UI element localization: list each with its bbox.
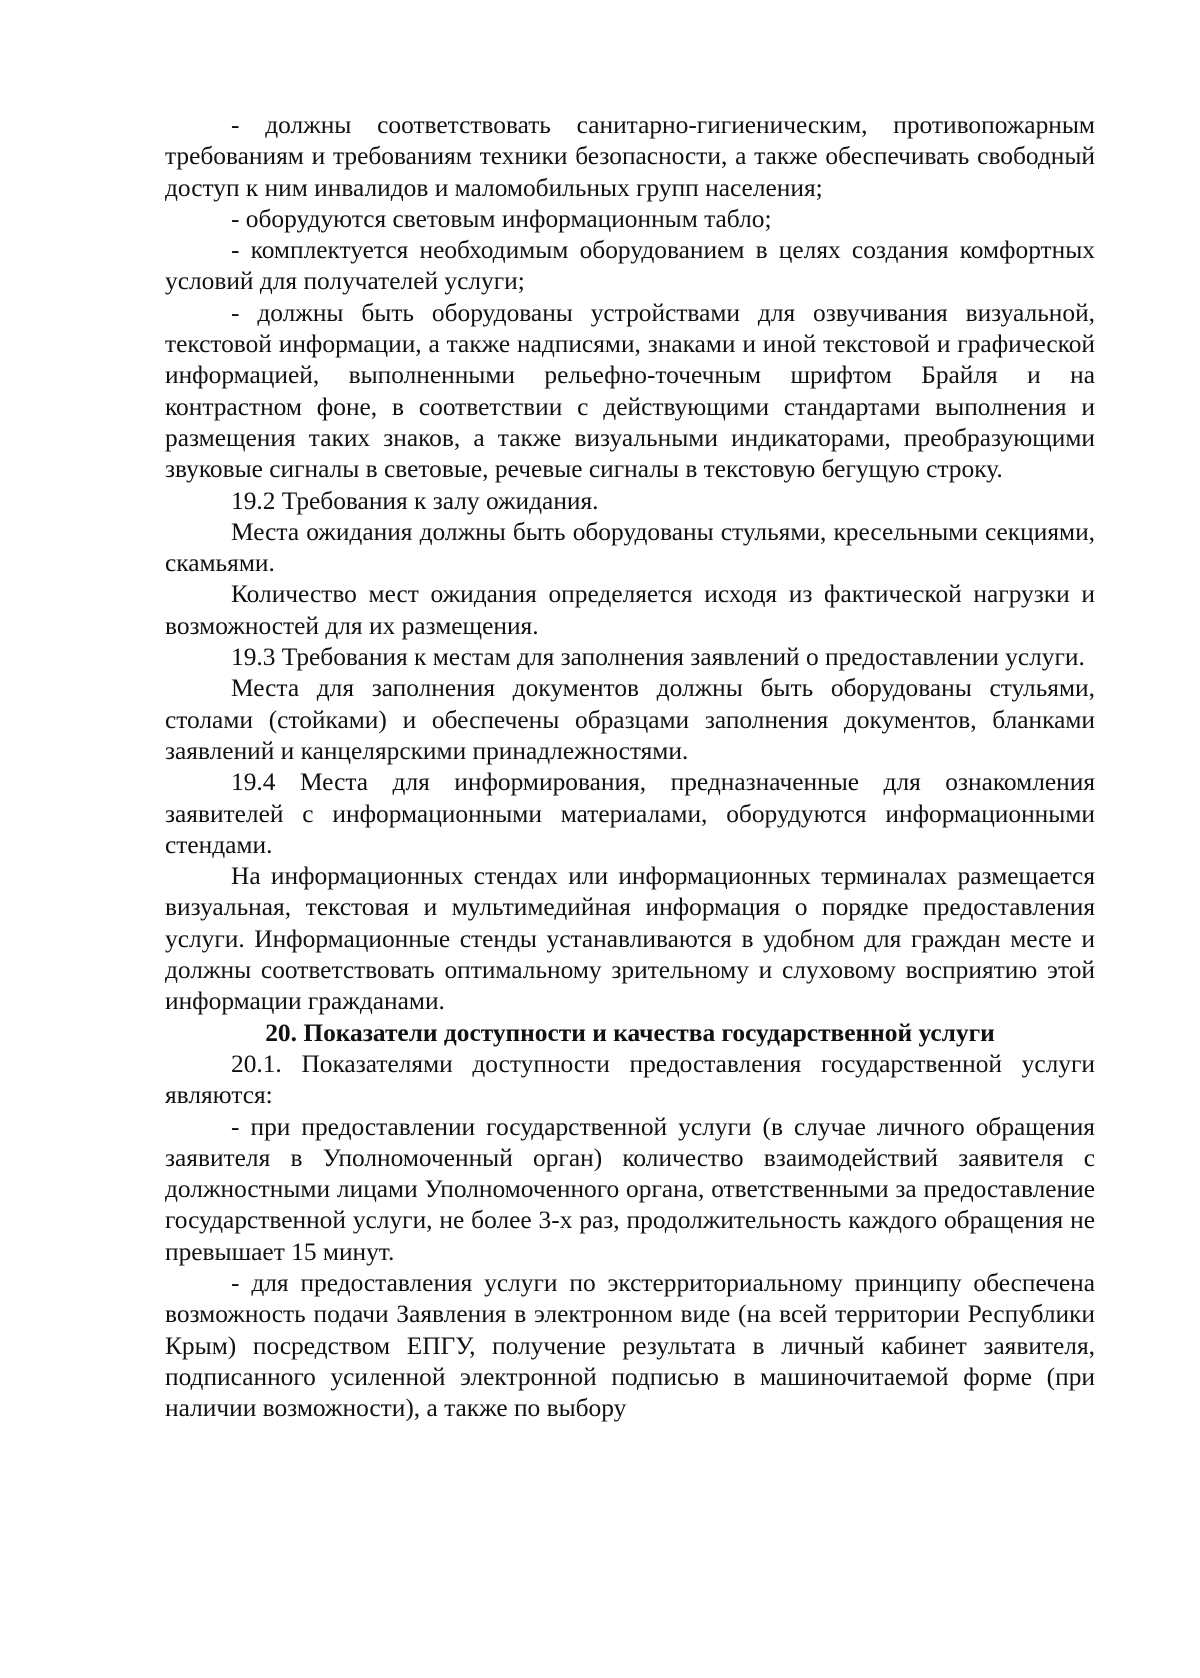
paragraph-waiting-count: Количество мест ожидания определяется исходя из фактической нагрузки и возможностей для их размещения.	[165, 580, 1095, 640]
paragraph-equipment: - комплектуется необходимым оборудованием в целях создания комфортных условий для получателей услуги;	[165, 236, 1095, 296]
paragraph-personal-visits: - при предоставлении государственной услуги (в случае личного обращения заявителя в Уполномоченный орган) количество взаимодействий заявителя с должностными лицами Уполномоченного органа, ответственными за предоставление государственной услуги, не более 3-х раз, продолжительность каждого обращения не превышает 15 минут.	[165, 1112, 1095, 1266]
section-heading-20: 20. Показатели доступности и качества государственной услуги	[265, 1018, 995, 1047]
paragraph-form-filling-places: Места для заполнения документов должны быть оборудованы стульями, столами (стойками) и обеспечены образцами заполнения документов, бланками заявлений и канцелярскими принадлежностями.	[165, 674, 1095, 765]
paragraph-sanitary-requirements: - должны соответствовать санитарно-гигиеническим, противопожарным требованиям и требованиям техники безопасности, а также обеспечивать свободный доступ к ним инвалидов и маломобильных групп населения;	[165, 111, 1095, 202]
paragraph-accessibility-devices: - должны быть оборудованы устройствами для озвучивания визуальной, текстовой информации, а также надписями, знаками и иной текстовой и графической информацией, выполненными рельефно-точечным шрифтом Брайля и на контрастном фоне, в соответствии с действующими стандартами выполнения и размещения таких знаков, а также визуальными индикаторами, преобразующими звуковые сигналы в световые, речевые сигналы в текстовую бегущую строку.	[165, 298, 1095, 484]
paragraph-19-3-title: 19.3 Требования к местам для заполнения заявлений о предоставлении услуги.	[231, 643, 1085, 672]
paragraph-info-stands: На информационных стендах или информационных терминалах размещается визуальная, текстовая и мультимедийная информация о порядке предоставления услуги. Информационные стенды устанавливаются в удобном для граждан месте и должны соответствовать оптимальному зрительному и слуховому восприятию этой информации гражданами.	[165, 862, 1095, 1016]
paragraph-info-board: - оборудуются световым информационным табло;	[231, 204, 772, 233]
paragraph-waiting-places: Места ожидания должны быть оборудованы стульями, кресельными секциями, скамьями.	[165, 517, 1095, 578]
paragraph-19-4-info-places: 19.4 Места для информирования, предназначенные для ознакомления заявителей с информационными материалами, оборудуются информационными стендами.	[165, 768, 1095, 859]
paragraph-extraterritorial: - для предоставления услуги по экстерриториальному принципу обеспечена возможность подачи Заявления в электронном виде (на всей территории Республики Крым) посредством ЕПГУ, получение результата в личный кабинет заявителя, подписанного усиленной электронной подписью в машиночитаемой форме (при наличии возможности), а также по выбору	[165, 1268, 1095, 1423]
paragraph-20-1-indicators: 20.1. Показателями доступности предоставления государственной услуги являются:	[165, 1049, 1095, 1110]
paragraph-19-2-title: 19.2 Требования к залу ожидания.	[231, 486, 599, 515]
document-page	[165, 110, 1095, 1424]
